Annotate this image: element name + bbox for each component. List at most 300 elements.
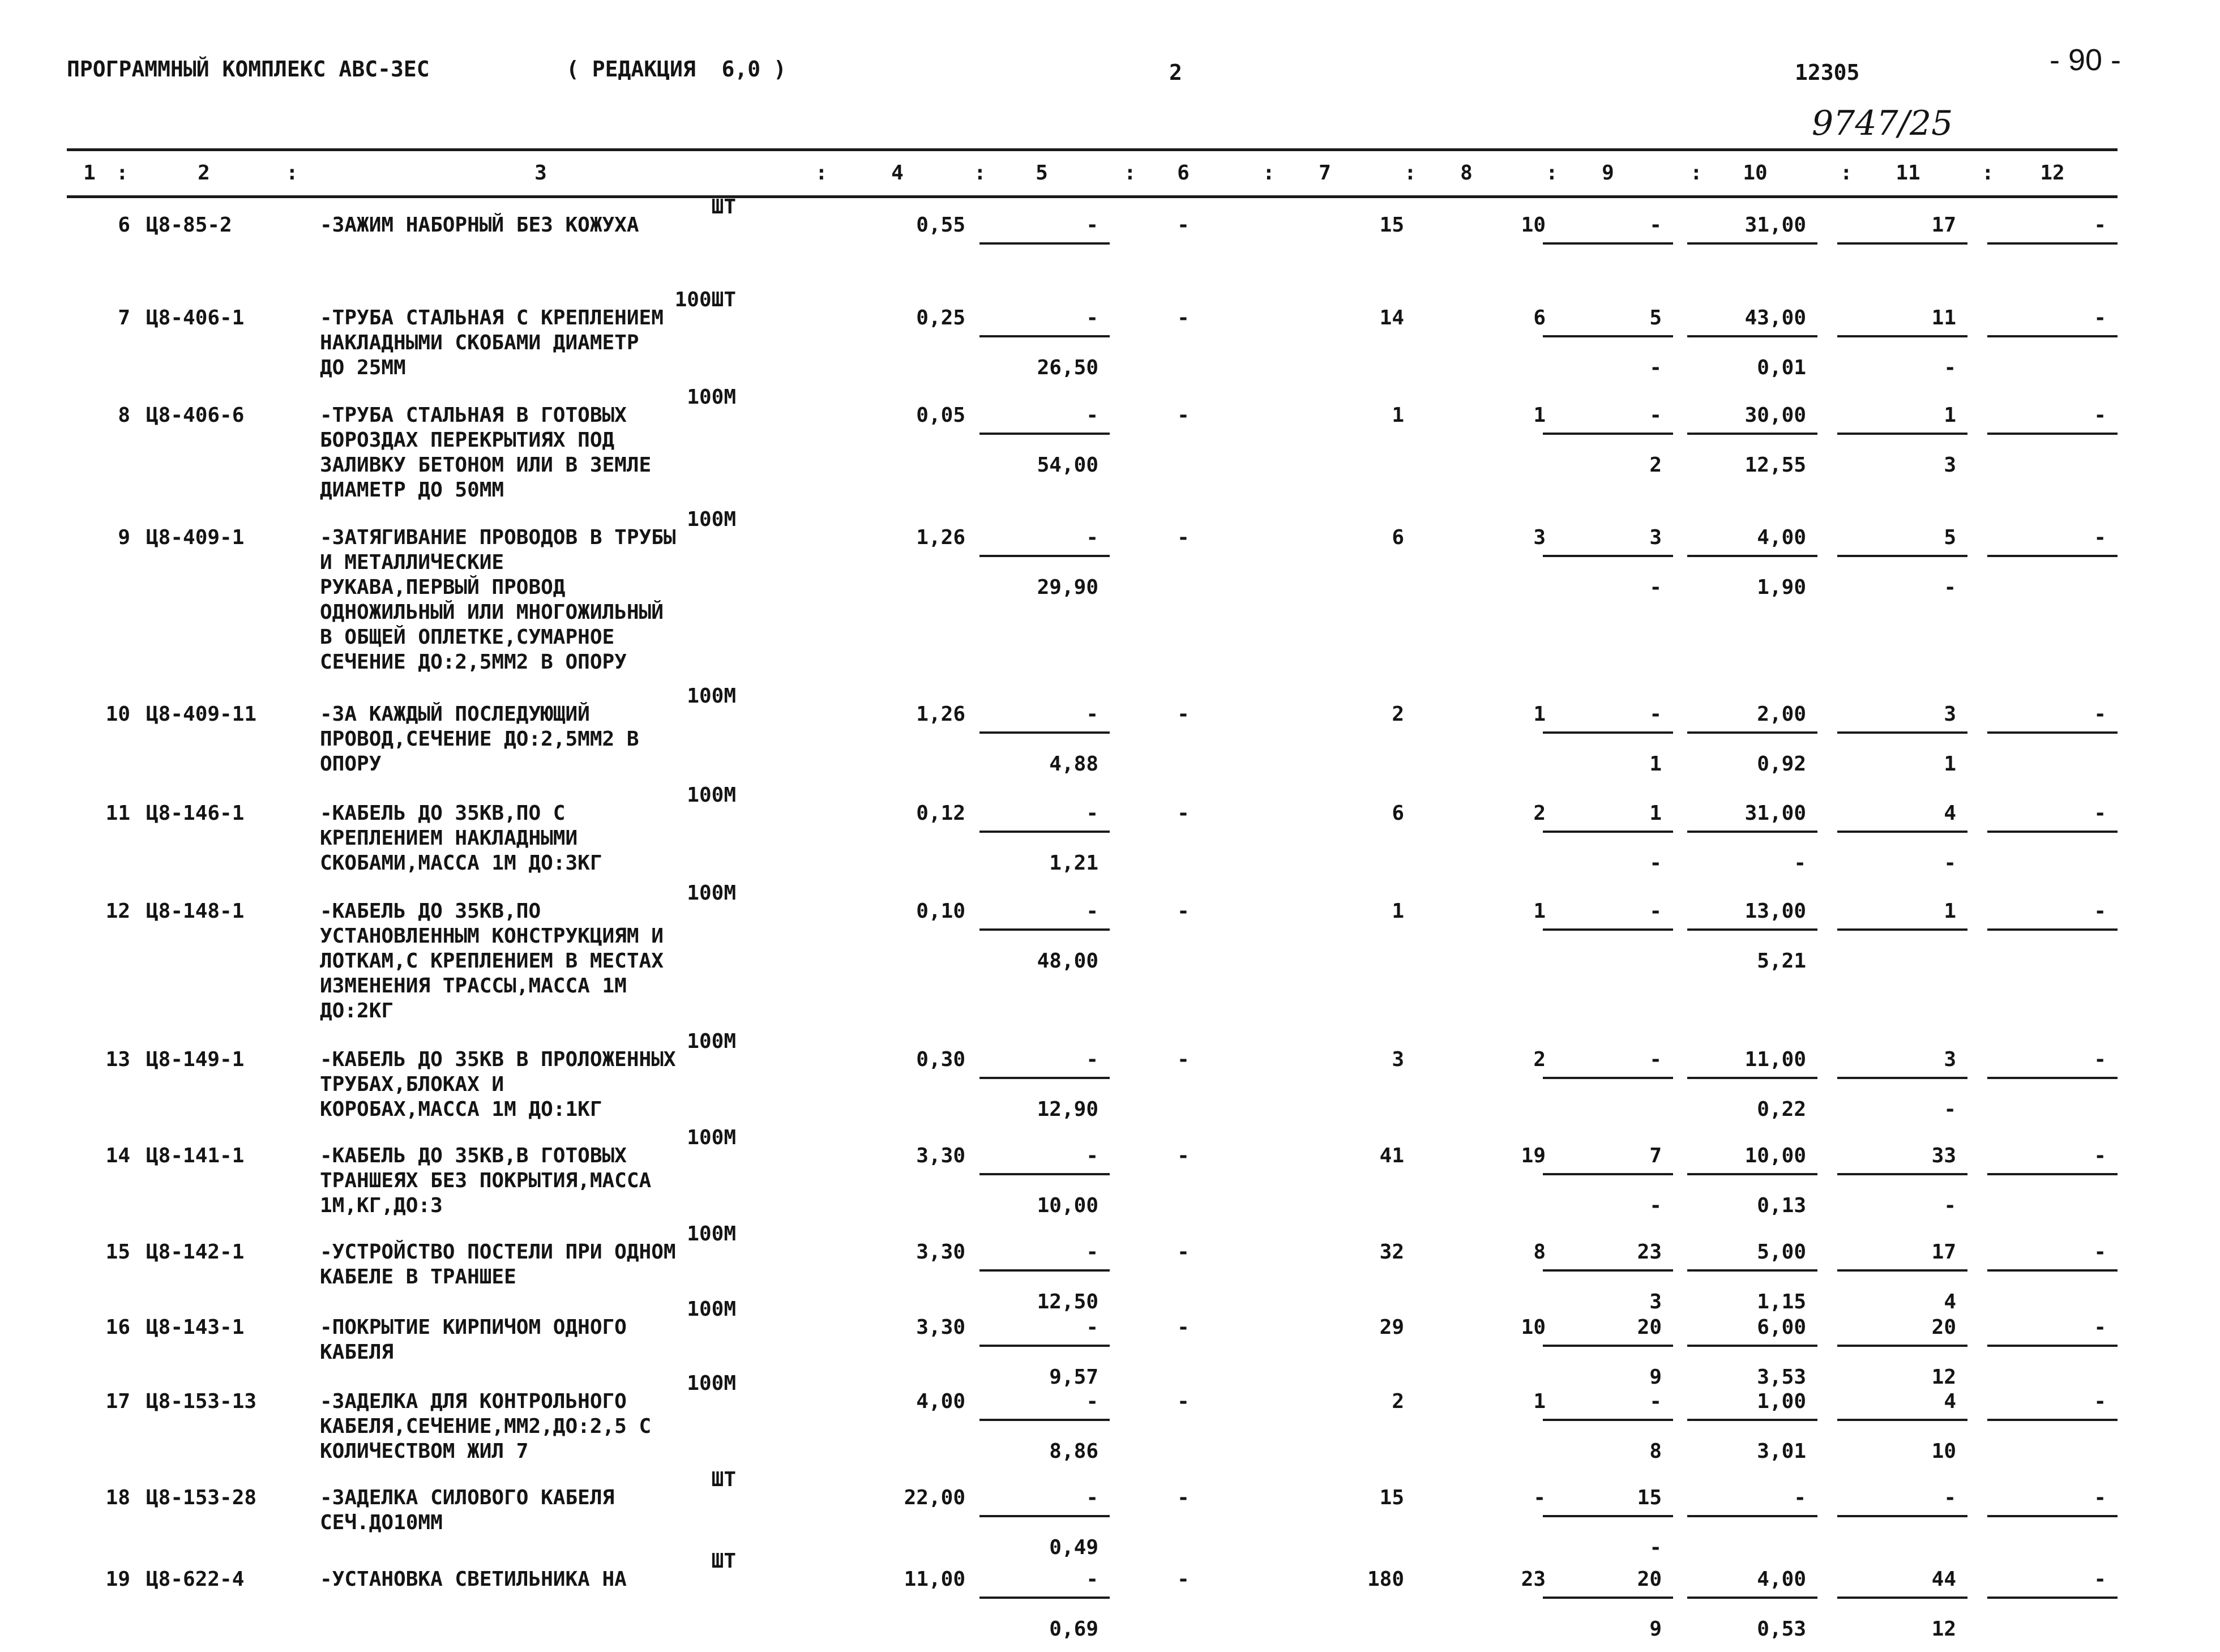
column-header-11: 11 <box>1896 161 1920 185</box>
description-line: ДО:2КГ <box>320 999 394 1022</box>
unit-label: 100М <box>687 1222 736 1246</box>
col8-cell: 10 <box>1521 213 1546 237</box>
value-upper: 5,00 <box>1757 1240 1806 1264</box>
value-upper: 3 <box>1944 1048 1956 1071</box>
value-upper: 30,00 <box>1744 404 1806 427</box>
value-upper: 5 <box>1944 526 1956 549</box>
col6-cell: - <box>1177 1390 1190 1413</box>
description-line: -ПОКРЫТИЕ КИРПИЧОМ ОДНОГО <box>320 1316 627 1339</box>
description-line: ДО 25ММ <box>320 356 406 379</box>
col7-cell: 32 <box>1379 1240 1404 1264</box>
col7-cell: 41 <box>1379 1144 1404 1167</box>
value-upper: 20 <box>1931 1316 1956 1339</box>
value-lower: 0,01 <box>1757 356 1806 379</box>
work-code: Ц8-406-6 <box>146 404 245 427</box>
unit-label: 100М <box>687 508 736 531</box>
fraction-rule <box>1837 1173 1967 1175</box>
row-number: 10 <box>105 703 130 726</box>
column-header-10: 10 <box>1743 161 1768 185</box>
value-lower: 3 <box>1649 1290 1662 1313</box>
unit-label: 100М <box>687 784 736 807</box>
value-lower: 1,90 <box>1757 576 1806 599</box>
description-line: НАКЛАДНЫМИ СКОБАМИ ДИАМЕТР <box>320 331 639 354</box>
value-lower: 1 <box>1944 752 1956 776</box>
fraction-rule <box>1543 1515 1673 1517</box>
value-lower: 26,50 <box>1037 356 1098 379</box>
description-line: КОРОБАХ,МАССА 1М ДО:1КГ <box>320 1098 602 1121</box>
value-upper: - <box>2094 1048 2106 1071</box>
work-code: Ц8-146-1 <box>146 802 245 825</box>
value-upper: 4,00 <box>1757 1568 1806 1591</box>
col8-cell: 2 <box>1533 1048 1546 1071</box>
value-upper: 5 <box>1649 306 1662 329</box>
value-upper: 4,00 <box>1757 526 1806 549</box>
description-line: СЕЧЕНИЕ ДО:2,5ММ2 В ОПОРУ <box>320 650 627 674</box>
value-upper: - <box>2094 1144 2106 1167</box>
value-upper: 20 <box>1637 1568 1662 1591</box>
fraction-rule <box>1543 1597 1673 1599</box>
work-code: Ц8-406-1 <box>146 306 245 329</box>
fraction-rule <box>979 831 1110 833</box>
value-lower: 5,21 <box>1757 949 1806 973</box>
work-code: Ц8-622-4 <box>146 1568 245 1591</box>
column-header-6: 6 <box>1177 161 1190 185</box>
column-separator: : <box>1690 161 1703 185</box>
col6-cell: - <box>1177 306 1190 329</box>
row-number: 14 <box>105 1144 130 1167</box>
fraction-rule <box>1687 1419 1817 1421</box>
value-upper: - <box>2094 306 2106 329</box>
fraction-rule <box>1543 555 1673 557</box>
value-lower: - <box>1944 356 1956 379</box>
column-separator: : <box>1404 161 1417 185</box>
work-code: Ц8-409-11 <box>146 703 257 726</box>
description-line: УСТАНОВЛЕННЫМ КОНСТРУКЦИЯМ И <box>320 925 664 948</box>
value-upper: 23 <box>1637 1240 1662 1264</box>
value-lower: 9 <box>1649 1366 1662 1389</box>
fraction-rule <box>1687 1345 1817 1347</box>
value-upper: 11,00 <box>1744 1048 1806 1071</box>
description-line: КАБЕЛЯ <box>320 1341 394 1364</box>
row-number: 12 <box>105 900 130 923</box>
work-code: Ц8-153-28 <box>146 1486 257 1509</box>
fraction-rule <box>1543 1269 1673 1272</box>
value-upper: 2,00 <box>1757 703 1806 726</box>
value-upper: - <box>1086 306 1098 329</box>
fraction-rule <box>1543 335 1673 337</box>
value-lower: 4 <box>1944 1290 1956 1313</box>
work-code: Ц8-409-1 <box>146 526 245 549</box>
fraction-rule <box>1687 1597 1817 1599</box>
value-lower: 0,22 <box>1757 1098 1806 1121</box>
quantity-cell: 3,30 <box>916 1316 965 1339</box>
value-lower: - <box>1649 851 1662 875</box>
description-line: -КАБЕЛЬ ДО 35КВ,ПО С <box>320 802 566 825</box>
value-upper: - <box>1086 703 1098 726</box>
fraction-rule <box>1987 1077 2118 1079</box>
fraction-rule <box>979 335 1110 337</box>
fraction-rule <box>1987 1173 2118 1175</box>
col8-cell: 8 <box>1533 1240 1546 1264</box>
quantity-cell: 0,05 <box>916 404 965 427</box>
fraction-rule <box>1987 433 2118 435</box>
description-line: -ТРУБА СТАЛЬНАЯ В ГОТОВЫХ <box>320 404 627 427</box>
unit-label: 100М <box>687 684 736 708</box>
col7-cell: 1 <box>1392 404 1404 427</box>
row-number: 18 <box>105 1486 130 1509</box>
work-code: Ц8-141-1 <box>146 1144 245 1167</box>
value-lower: 12 <box>1931 1617 1956 1641</box>
value-lower: 0,13 <box>1757 1194 1806 1217</box>
value-upper: - <box>1086 900 1098 923</box>
work-code: Ц8-143-1 <box>146 1316 245 1339</box>
description-line: ИЗМЕНЕНИЯ ТРАССЫ,МАССА 1М <box>320 974 627 998</box>
description-line: -КАБЕЛЬ ДО 35КВ В ПРОЛОЖЕННЫХ <box>320 1048 676 1071</box>
document-code: 12305 <box>1795 60 1860 85</box>
fraction-rule <box>1837 731 1967 734</box>
work-code: Ц8-148-1 <box>146 900 245 923</box>
value-upper: 3 <box>1649 526 1662 549</box>
value-lower: 3,53 <box>1757 1366 1806 1389</box>
fraction-rule <box>979 1077 1110 1079</box>
row-number: 6 <box>118 213 130 237</box>
description-line: КАБЕЛЯ,СЕЧЕНИЕ,ММ2,ДО:2,5 С <box>320 1415 652 1438</box>
description-line: КОЛИЧЕСТВОМ ЖИЛ 7 <box>320 1440 529 1463</box>
value-upper: - <box>2094 802 2106 825</box>
quantity-cell: 3,30 <box>916 1144 965 1167</box>
fraction-rule <box>1987 1269 2118 1272</box>
value-lower: - <box>1649 1194 1662 1217</box>
fraction-rule <box>979 1269 1110 1272</box>
description-line: ДИАМЕТР ДО 50ММ <box>320 478 504 502</box>
row-number: 11 <box>105 802 130 825</box>
col7-cell: 15 <box>1379 1486 1404 1509</box>
col8-cell: 1 <box>1533 900 1546 923</box>
value-upper: - <box>2094 404 2106 427</box>
value-upper: - <box>1086 1568 1098 1591</box>
quantity-cell: 0,55 <box>916 213 965 237</box>
col7-cell: 6 <box>1392 802 1404 825</box>
fraction-rule <box>1837 335 1967 337</box>
value-upper: - <box>1649 404 1662 427</box>
value-upper: - <box>1086 1390 1098 1413</box>
description-line: -ЗАДЕЛКА СИЛОВОГО КАБЕЛЯ <box>320 1486 615 1509</box>
col6-cell: - <box>1177 1486 1190 1509</box>
value-lower: 29,90 <box>1037 576 1098 599</box>
description-line: ОДНОЖИЛЬНЫЙ ИЛИ МНОГОЖИЛЬНЫЙ <box>320 601 664 624</box>
fraction-rule <box>1987 555 2118 557</box>
value-upper: - <box>1086 404 1098 427</box>
edition-label: ( РЕДАКЦИЯ 6,0 ) <box>566 57 786 82</box>
quantity-cell: 0,10 <box>916 900 965 923</box>
value-upper: - <box>1086 526 1098 549</box>
fraction-rule <box>979 1515 1110 1517</box>
column-separator: : <box>1263 161 1275 185</box>
value-upper: - <box>1086 802 1098 825</box>
value-upper: - <box>1794 1486 1806 1509</box>
row-number: 15 <box>105 1240 130 1264</box>
value-upper: 4 <box>1944 802 1956 825</box>
value-upper: - <box>1649 1390 1662 1413</box>
col7-cell: 29 <box>1379 1316 1404 1339</box>
description-line: -УСТРОЙСТВО ПОСТЕЛИ ПРИ ОДНОМ <box>320 1240 676 1264</box>
fraction-rule <box>1687 242 1817 245</box>
value-upper: - <box>1086 1240 1098 1264</box>
col8-cell: - <box>1533 1486 1546 1509</box>
page-number: - 90 - <box>2050 43 2121 77</box>
description-line: ЗАЛИВКУ БЕТОНОМ ИЛИ В ЗЕМЛЕ <box>320 453 652 477</box>
fraction-rule <box>1837 1419 1967 1421</box>
col6-cell: - <box>1177 900 1190 923</box>
column-header-1: 1 <box>83 161 96 185</box>
column-separator: : <box>1546 161 1558 185</box>
unit-label: 100М <box>687 1126 736 1149</box>
value-lower: 54,00 <box>1037 453 1098 477</box>
value-upper: - <box>1649 703 1662 726</box>
value-upper: - <box>2094 900 2106 923</box>
value-upper: 20 <box>1637 1316 1662 1339</box>
fraction-rule <box>1543 928 1673 931</box>
quantity-cell: 0,12 <box>916 802 965 825</box>
quantity-cell: 0,30 <box>916 1048 965 1071</box>
col8-cell: 3 <box>1533 526 1546 549</box>
description-line: -ЗАДЕЛКА ДЛЯ КОНТРОЛЬНОГО <box>320 1390 627 1413</box>
value-lower: 10 <box>1931 1440 1956 1463</box>
handwritten-number: 9747/25 <box>1812 104 1953 143</box>
fraction-rule <box>1987 1515 2118 1517</box>
value-upper: - <box>1649 900 1662 923</box>
fraction-rule <box>1987 928 2118 931</box>
fraction-rule <box>979 555 1110 557</box>
description-line: ПРОВОД,СЕЧЕНИЕ ДО:2,5ММ2 В <box>320 727 639 751</box>
fraction-rule <box>1837 1345 1967 1347</box>
fraction-rule <box>1687 1173 1817 1175</box>
fraction-rule <box>1543 831 1673 833</box>
value-upper: 13,00 <box>1744 900 1806 923</box>
value-upper: 44 <box>1931 1568 1956 1591</box>
fraction-rule <box>979 1419 1110 1421</box>
col6-cell: - <box>1177 1240 1190 1264</box>
col7-cell: 3 <box>1392 1048 1404 1071</box>
fraction-rule <box>1543 1419 1673 1421</box>
quantity-cell: 3,30 <box>916 1240 965 1264</box>
fraction-rule <box>979 1597 1110 1599</box>
column-header-2: 2 <box>198 161 210 185</box>
quantity-cell: 1,26 <box>916 526 965 549</box>
value-upper: - <box>1649 213 1662 237</box>
value-lower: 0,49 <box>1049 1536 1098 1559</box>
work-code: Ц8-149-1 <box>146 1048 245 1071</box>
unit-label: 100М <box>687 1298 736 1321</box>
column-separator: : <box>116 161 129 185</box>
column-header-12: 12 <box>2040 161 2065 185</box>
value-upper: 43,00 <box>1744 306 1806 329</box>
fraction-rule <box>1987 1597 2118 1599</box>
value-lower: 4,88 <box>1049 752 1098 776</box>
fraction-rule <box>979 433 1110 435</box>
fraction-rule <box>979 242 1110 245</box>
fraction-rule <box>1987 242 2118 245</box>
value-lower: 2 <box>1649 453 1662 477</box>
description-line: -ЗАТЯГИВАНИЕ ПРОВОДОВ В ТРУБЫ <box>320 526 676 549</box>
header-bottom-rule <box>67 195 2118 198</box>
fraction-rule <box>979 731 1110 734</box>
value-lower: 48,00 <box>1037 949 1098 973</box>
value-lower: 9 <box>1649 1617 1662 1641</box>
value-lower: - <box>1944 1098 1956 1121</box>
value-upper: 3 <box>1944 703 1956 726</box>
col6-cell: - <box>1177 1568 1190 1591</box>
value-upper: 31,00 <box>1744 802 1806 825</box>
description-line: СКОБАМИ,МАССА 1М ДО:3КГ <box>320 851 602 875</box>
fraction-rule <box>1687 433 1817 435</box>
fraction-rule <box>1987 1345 2118 1347</box>
work-code: Ц8-85-2 <box>146 213 232 237</box>
value-upper: 6,00 <box>1757 1316 1806 1339</box>
value-lower: - <box>1794 851 1806 875</box>
value-lower: - <box>1944 851 1956 875</box>
value-lower: - <box>1944 576 1956 599</box>
value-upper: 17 <box>1931 1240 1956 1264</box>
fraction-rule <box>1837 242 1967 245</box>
unit-label: 100М <box>687 1372 736 1395</box>
fraction-rule <box>1687 928 1817 931</box>
col8-cell: 2 <box>1533 802 1546 825</box>
fraction-rule <box>1837 555 1967 557</box>
col6-cell: - <box>1177 703 1190 726</box>
value-lower: 12 <box>1931 1366 1956 1389</box>
value-upper: - <box>2094 1316 2106 1339</box>
column-header-7: 7 <box>1319 161 1331 185</box>
value-lower: 0,53 <box>1757 1617 1806 1641</box>
col8-cell: 6 <box>1533 306 1546 329</box>
column-header-3: 3 <box>534 161 547 185</box>
value-upper: - <box>2094 1240 2106 1264</box>
value-upper: - <box>1649 1048 1662 1071</box>
description-line: -ТРУБА СТАЛЬНАЯ С КРЕПЛЕНИЕМ <box>320 306 664 329</box>
value-upper: 1 <box>1944 404 1956 427</box>
value-lower: 3,01 <box>1757 1440 1806 1463</box>
fraction-rule <box>1543 1173 1673 1175</box>
quantity-cell: 11,00 <box>904 1568 965 1591</box>
value-lower: 12,55 <box>1744 453 1806 477</box>
col8-cell: 23 <box>1521 1568 1546 1591</box>
col7-cell: 6 <box>1392 526 1404 549</box>
row-number: 19 <box>105 1568 130 1591</box>
fraction-rule <box>1543 1077 1673 1079</box>
fraction-rule <box>1987 731 2118 734</box>
column-separator: : <box>286 161 298 185</box>
fraction-rule <box>1687 555 1817 557</box>
column-header-8: 8 <box>1460 161 1473 185</box>
description-line: -КАБЕЛЬ ДО 35КВ,В ГОТОВЫХ <box>320 1144 627 1167</box>
fraction-rule <box>1687 731 1817 734</box>
column-separator: : <box>974 161 986 185</box>
description-line: БОРОЗДАХ ПЕРЕКРЫТИЯХ ПОД <box>320 429 615 452</box>
unit-label: 100М <box>687 386 736 409</box>
fraction-rule <box>1837 1269 1967 1272</box>
value-lower: 10,00 <box>1037 1194 1098 1217</box>
row-number: 16 <box>105 1316 130 1339</box>
value-upper: 10,00 <box>1744 1144 1806 1167</box>
sheet-number: 2 <box>1169 60 1182 85</box>
value-lower: - <box>1944 1194 1956 1217</box>
col6-cell: - <box>1177 1144 1190 1167</box>
unit-label: ШТ <box>711 195 736 219</box>
col6-cell: - <box>1177 526 1190 549</box>
col7-cell: 15 <box>1379 213 1404 237</box>
description-line: В ОБЩЕЙ ОПЛЕТКЕ,СУМАРНОЕ <box>320 626 615 649</box>
col8-cell: 1 <box>1533 1390 1546 1413</box>
value-upper: 1 <box>1944 900 1956 923</box>
description-line: -КАБЕЛЬ ДО 35КВ,ПО <box>320 900 541 923</box>
description-line: -УСТАНОВКА СВЕТИЛЬНИКА НА <box>320 1568 627 1591</box>
value-upper: 33 <box>1931 1144 1956 1167</box>
value-lower: 0,69 <box>1049 1617 1098 1641</box>
fraction-rule <box>1987 1419 2118 1421</box>
description-line: КРЕПЛЕНИЕМ НАКЛАДНЫМИ <box>320 827 578 850</box>
value-lower: 12,90 <box>1037 1098 1098 1121</box>
col7-cell: 180 <box>1367 1568 1404 1591</box>
value-upper: 7 <box>1649 1144 1662 1167</box>
description-line: ТРАНШЕЯХ БЕЗ ПОКРЫТИЯ,МАССА <box>320 1169 652 1192</box>
fraction-rule <box>1987 335 2118 337</box>
fraction-rule <box>1987 831 2118 833</box>
value-upper: 31,00 <box>1744 213 1806 237</box>
unit-label: ШТ <box>711 1468 736 1491</box>
value-upper: - <box>2094 213 2106 237</box>
fraction-rule <box>1543 433 1673 435</box>
fraction-rule <box>1687 831 1817 833</box>
value-upper: - <box>2094 1486 2106 1509</box>
col8-cell: 1 <box>1533 404 1546 427</box>
fraction-rule <box>1543 242 1673 245</box>
unit-label: ШТ <box>711 1550 736 1573</box>
value-lower: - <box>1649 1536 1662 1559</box>
value-lower: 8,86 <box>1049 1440 1098 1463</box>
value-upper: - <box>1086 1048 1098 1071</box>
column-separator: : <box>1982 161 1994 185</box>
fraction-rule <box>1687 1077 1817 1079</box>
col8-cell: 19 <box>1521 1144 1546 1167</box>
col7-cell: 1 <box>1392 900 1404 923</box>
row-number: 13 <box>105 1048 130 1071</box>
column-header-5: 5 <box>1036 161 1048 185</box>
value-upper: 1 <box>1649 802 1662 825</box>
value-lower: 1,15 <box>1757 1290 1806 1313</box>
value-upper: 11 <box>1931 306 1956 329</box>
description-line: -ЗА КАЖДЫЙ ПОСЛЕДУЮЩИЙ <box>320 703 590 726</box>
fraction-rule <box>979 1345 1110 1347</box>
quantity-cell: 22,00 <box>904 1486 965 1509</box>
col6-cell: - <box>1177 404 1190 427</box>
col8-cell: 10 <box>1521 1316 1546 1339</box>
value-lower: 9,57 <box>1049 1366 1098 1389</box>
value-upper: 1,00 <box>1757 1390 1806 1413</box>
fraction-rule <box>1543 731 1673 734</box>
description-line: ЛОТКАМ,С КРЕПЛЕНИЕМ В МЕСТАХ <box>320 949 664 973</box>
value-upper: - <box>1086 213 1098 237</box>
fraction-rule <box>1687 1515 1817 1517</box>
description-line: РУКАВА,ПЕРВЫЙ ПРОВОД <box>320 576 566 599</box>
col7-cell: 2 <box>1392 1390 1404 1413</box>
fraction-rule <box>1837 1515 1967 1517</box>
work-code: Ц8-153-13 <box>146 1390 257 1413</box>
value-upper: 15 <box>1637 1486 1662 1509</box>
fraction-rule <box>1837 1077 1967 1079</box>
value-lower: 0,92 <box>1757 752 1806 776</box>
description-line: КАБЕЛЕ В ТРАНШЕЕ <box>320 1265 516 1289</box>
